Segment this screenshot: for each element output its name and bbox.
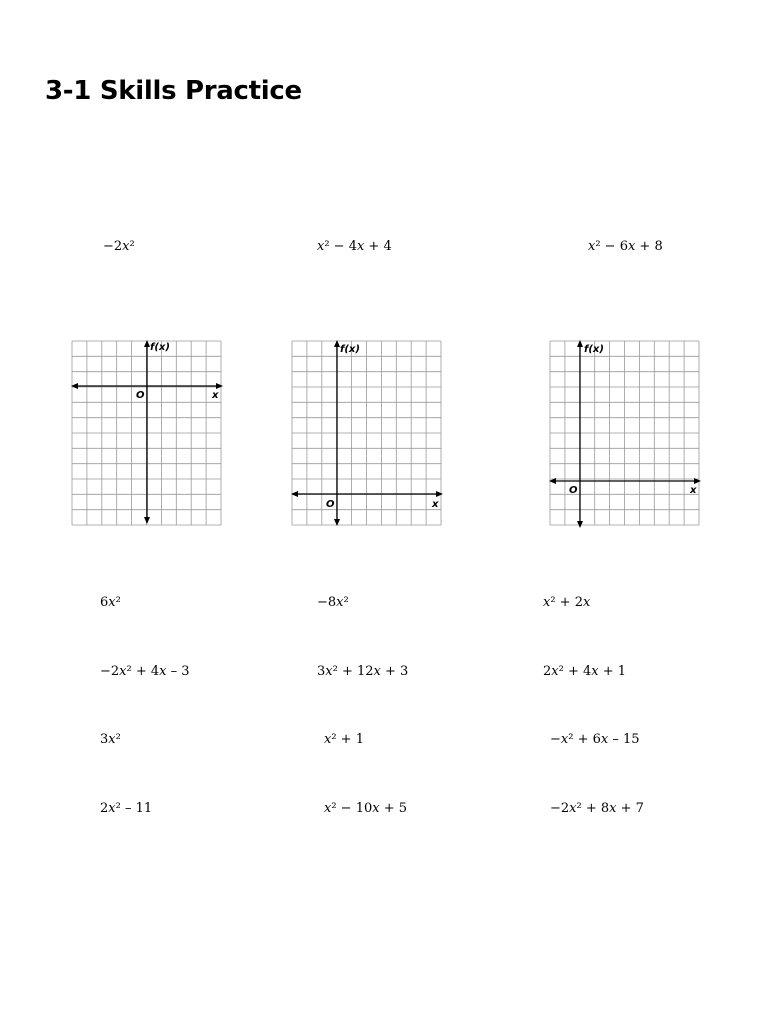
problem-r3-c2: 𝑥² + 1 [324, 732, 364, 747]
grid-1-y-arrow-down [144, 517, 150, 524]
coordinate-grid-3 [549, 340, 701, 528]
grid-2-x-arrow-right [436, 491, 443, 497]
problem-r1-c1: 6𝑥² [100, 595, 121, 610]
top-expression-3: 𝑥² − 6𝑥 + 8 [588, 239, 663, 254]
grid-2-svg [291, 340, 443, 528]
problem-r4-c2: 𝑥² − 10𝑥 + 5 [324, 801, 408, 816]
page-title: 3-1 Skills Practice [45, 76, 302, 106]
top-expression-1: −2𝑥² [103, 239, 135, 254]
problem-r3-c1: 3𝑥² [100, 732, 121, 747]
grid-3-lines [550, 341, 699, 525]
grid-3-y-arrow-down [577, 521, 583, 528]
coordinate-grid-2 [291, 340, 443, 528]
grid-1-origin-label: O [136, 390, 145, 401]
grid-2-lines [292, 341, 441, 525]
top-expression-2: 𝑥² − 4𝑥 + 4 [317, 239, 392, 254]
grid-3-x-label: x [690, 485, 697, 496]
problem-r1-c3: 𝑥² + 2𝑥 [543, 595, 591, 610]
grid-1-x-arrow-right [216, 383, 223, 389]
grid-3-origin-label: O [569, 485, 578, 496]
grid-1-y-label: f(x) [150, 342, 170, 353]
problem-r2-c3: 2𝑥² + 4𝑥 + 1 [543, 664, 627, 679]
grid-1-svg [71, 340, 223, 528]
problem-r4-c3: −2𝑥² + 8𝑥 + 7 [550, 801, 644, 816]
problem-r2-c1: −2𝑥² + 4𝑥 – 3 [100, 664, 190, 679]
grid-1-x-label: x [212, 390, 219, 401]
problem-r4-c1: 2𝑥² – 11 [100, 801, 153, 816]
grid-2-x-label: x [432, 499, 439, 510]
problem-r3-c3: −𝑥² + 6𝑥 – 15 [550, 732, 640, 747]
grid-2-y-label: f(x) [340, 344, 360, 355]
problem-r2-c2: 3𝑥² + 12𝑥 + 3 [317, 664, 409, 679]
grid-3-svg [549, 340, 701, 528]
grid-2-origin-label: O [326, 499, 335, 510]
grid-3-y-label: f(x) [584, 344, 604, 355]
coordinate-grid-1 [71, 340, 223, 528]
problem-r1-c2: −8𝑥² [317, 595, 349, 610]
